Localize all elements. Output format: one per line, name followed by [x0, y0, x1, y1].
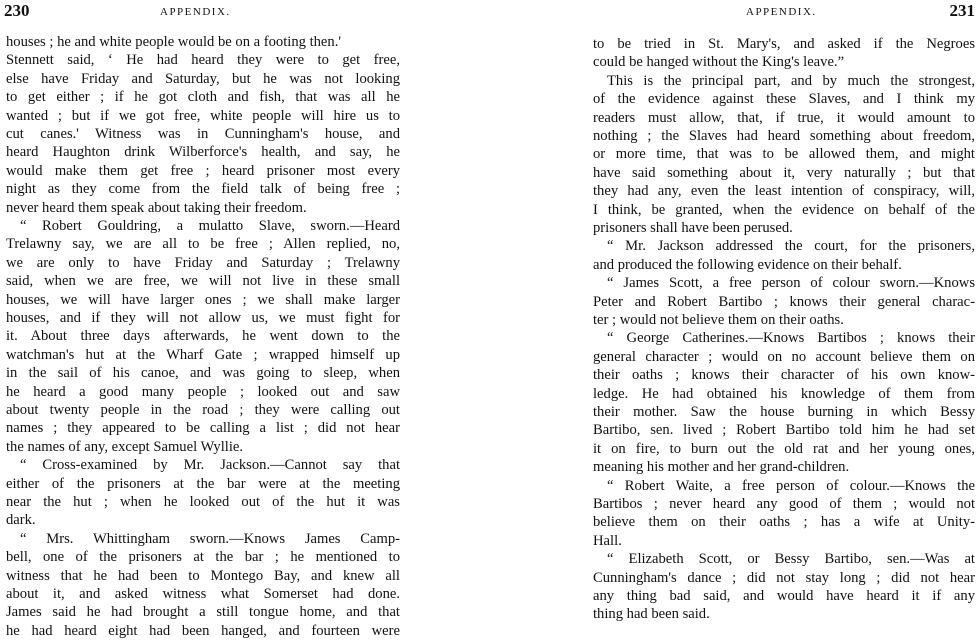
text-line: about it, and asked witness what Somerset had done. — [6, 586, 400, 602]
text-line: “ George Catherines.—Knows Bartibos ; knows their — [607, 330, 975, 347]
text-line: said, when we are free, we will not live in these small — [6, 273, 400, 290]
text-line: we are only to have Friday and Saturday ; Trelawny — [6, 254, 400, 271]
text-line: near the hut ; when he looked out of the hut it was — [6, 494, 400, 510]
text-line: James said he had brought a still tongue home, and that — [6, 604, 400, 621]
text-line: “ Elizabeth Scott, or Bessy Bartibo, sen.—Was at — [607, 551, 975, 568]
text-line: Hall. — [593, 532, 622, 549]
text-line: they had any, even the least intention of conspiracy, will, — [593, 183, 975, 200]
text-line: names ; they appeared to be calling a list ; did not hear — [6, 420, 400, 437]
text-line: believe them on their oaths ; has a wife at Unity- — [593, 514, 975, 531]
text-line: he heard a good many people ; looked out and saw — [6, 383, 400, 400]
text-line: their oaths ; knows their character of his own know- — [593, 367, 975, 384]
text-line: ledge. He had obtained his knowledge of them from — [593, 385, 975, 402]
text-line: This is the principal part, and by much the strongest, — [607, 72, 975, 89]
right-page-number: 231 — [949, 1, 975, 20]
text-line: it on fire, to burn out the old rat and her young ones, — [593, 440, 975, 457]
text-line: he had heard eight had been hanged, and fourteen were — [6, 622, 400, 639]
text-line: to be tried in St. Mary's, and asked if the Negroes — [593, 36, 975, 52]
text-line: Stennett said, ‘ He had heard they were to get free, — [6, 52, 400, 69]
text-line: the names of any, except Samuel Wyllie. — [6, 438, 244, 455]
left-page-header — [6, 2, 400, 20]
right-page-header — [593, 2, 975, 20]
text-line: their mother. Saw the house burning in which Bessy — [593, 404, 975, 420]
text-line: night as they come from the field talk of being free ; — [6, 181, 400, 198]
right-running-head: APPENDIX. — [746, 6, 817, 18]
text-line: or more time, that was to be allowed them, and might — [593, 146, 975, 163]
text-line: would make them get free ; heard prisoner most every — [6, 162, 400, 179]
text-line: watchman's hut at the Wharf Gate ; wrapped himself up — [6, 346, 400, 363]
text-line: general character ; would on no account believe them on — [593, 348, 975, 365]
text-line: Peter and Robert Bartibo ; knows their general charac- — [593, 293, 975, 310]
left-page-number: 230 — [4, 1, 30, 20]
text-line: thing had been said. — [593, 606, 710, 623]
text-line: houses ; he and white people would be on a footing then.' — [6, 34, 341, 50]
text-line: readers must allow, that, if true, it would amount to — [593, 109, 975, 126]
text-line: wanted ; but if we got free, white people will hire us to — [6, 107, 400, 124]
text-line: houses, we will have larger ones ; we shall make larger — [6, 291, 400, 308]
text-line: Bartibos ; never heard any good of them ; would not — [593, 496, 975, 512]
text-line: either of the prisoners at the bar were at the meeting — [6, 475, 400, 492]
text-line: meaning his mother and her grand-children. — [593, 459, 850, 476]
text-line: houses, and if they will not allow us, we must fight for — [6, 310, 400, 326]
text-line: it. About three days afterwards, he went down to the — [6, 328, 400, 345]
text-line: witness that he had been to Montego Bay, and knew all — [6, 567, 400, 584]
text-line: Bartibo, sen. lived ; Robert Bartibo told him he had set — [593, 422, 975, 439]
text-line: “ James Scott, a free person of colour sworn.—Knows — [607, 275, 975, 292]
text-line: ter ; would not believe them on their oaths. — [593, 312, 844, 328]
text-line: dark. — [6, 512, 36, 529]
text-line: nothing ; the Slaves had heard something about freedom, — [593, 128, 975, 144]
text-line: never heard them speak about taking their freedom. — [6, 199, 307, 216]
text-line: bell, one of the prisoners at the bar ; he mentioned to — [6, 549, 400, 566]
right-page — [593, 0, 975, 637]
text-line: “ Mrs. Whittingham sworn.—Knows James Camp- — [20, 530, 400, 547]
text-line: and produced the following evidence on their behalf. — [593, 256, 902, 273]
text-line: Trelawny say, we are all to be free ; Allen replied, no, — [6, 236, 400, 253]
text-line: I think, be granted, when the evidence on behalf of the — [593, 201, 975, 218]
text-line: “ Robert Gouldring, a mulatto Slave, sworn.—Heard — [20, 218, 400, 234]
text-line: have said something about it, very naturally ; but that — [593, 164, 975, 181]
left-page — [6, 0, 400, 637]
text-line: to get either ; if he got cloth and fish, that was all he — [6, 89, 400, 106]
text-line: heard Haughton drink Wilberforce's health, and say, he — [6, 144, 400, 161]
text-line: about twenty people in the road ; they were calling out — [6, 402, 400, 418]
text-line: any thing bad said, and would have heard it if any — [593, 588, 975, 604]
text-line: cut canes.' Witness was in Cunningham's house, and — [6, 126, 400, 142]
text-line: in the sail of his canoe, and was going to sleep, when — [6, 365, 400, 382]
text-line: of the evidence against these Slaves, and I think my — [593, 91, 975, 108]
text-line: else have Friday and Saturday, but he was not looking — [6, 70, 400, 87]
text-line: prisoners shall have been perused. — [593, 220, 793, 236]
left-running-head: APPENDIX. — [160, 6, 231, 18]
text-line: “ Cross-examined by Mr. Jackson.—Cannot say that — [20, 457, 400, 474]
text-line: could be hanged without the King's leave.” — [593, 54, 845, 71]
text-line: “ Mr. Jackson addressed the court, for the prisoners, — [607, 238, 975, 255]
text-line: “ Robert Waite, a free person of colour.—Knows the — [607, 477, 975, 494]
text-line: Cunningham's dance ; did not stay long ; did not hear — [593, 569, 975, 586]
